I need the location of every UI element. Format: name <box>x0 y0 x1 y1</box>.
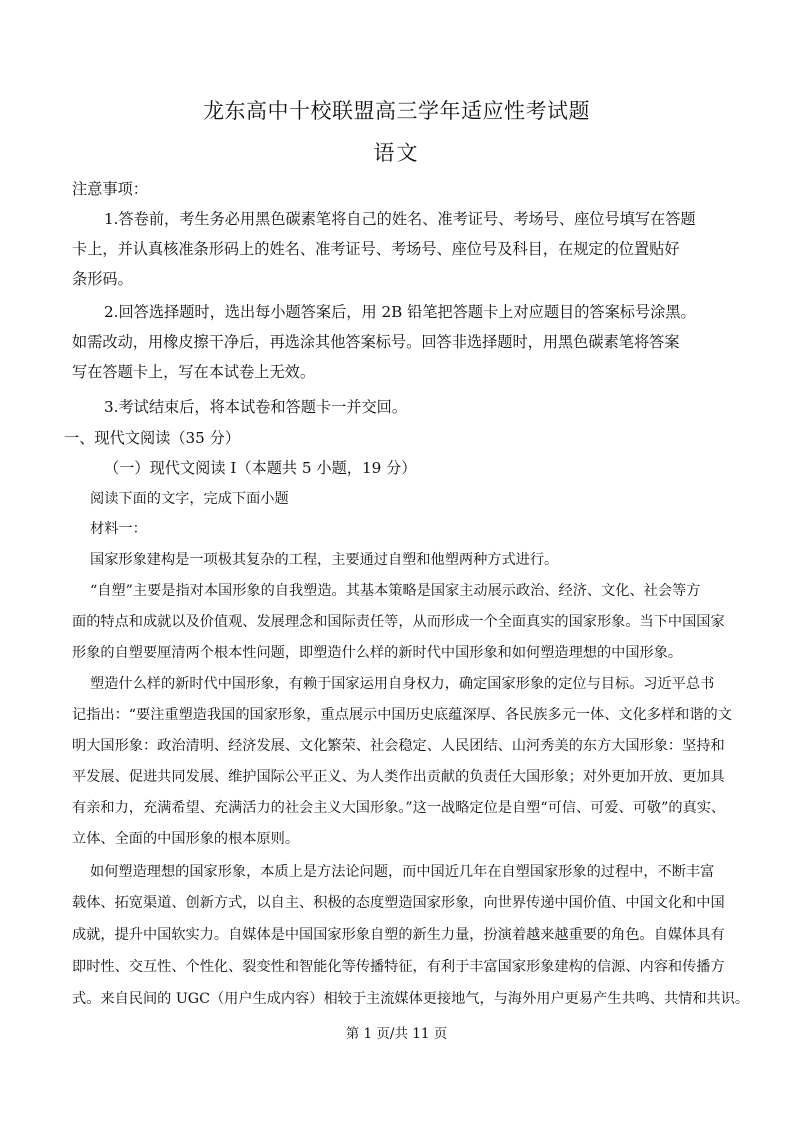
body-line: 有亲和力，充满希望、充满活力的社会主义大国形象。”这一战略定位是自塑“可信、可爱、可敬”的真实、 <box>72 800 726 816</box>
body-line: 塑造什么样的新时代中国形象，有赖于国家运用自身权力，确定国家形象的定位与目标。习近平总书 <box>90 676 715 692</box>
body-line: 即时性、交互性、个性化、裂变性和智能化等传播特征，有利于丰富国家形象建构的信源、内容和传播方 <box>72 959 725 975</box>
body-line: 国家形象建构是一项极其复杂的工程，主要通过自塑和他塑两种方式进行。 <box>90 552 559 568</box>
body-line: 式。来自民间的 UGC（用户生成内容）相较于主流媒体更接地气，与海外用户更易产生共鸣、共情和共识。 <box>72 991 750 1007</box>
notice-line: 2.回答选择题时，选出每小题答案后，用 2B 铅笔把答题卡上对应题目的答案标号涂黑。 <box>104 303 696 321</box>
page-number: 第 1 页/共 11 页 <box>345 1026 448 1042</box>
body-line: 明大国形象：政治清明、经济发展、文化繁荣、社会稳定、人民团结、山河秀美的东方大国形象：坚持和 <box>72 738 725 754</box>
notice-line: 1.答卷前，考生务必用黑色碳素笔将自己的姓名、准考证号、考场号、座位号填写在答题 <box>104 210 696 228</box>
body-line: 形象的自塑要厘清两个根本性问题，即塑造什么样的新时代中国形象和如何塑造理想的中国形象。 <box>72 645 683 661</box>
body-line: 记指出：“要注重塑造我国的国家形象，重点展示中国历史底蕴深厚、各民族多元一体、文化多样和谐的文 <box>72 707 732 723</box>
section-subheading: （一）现代文阅读 I（本题共 5 小题，19 分） <box>104 459 417 477</box>
body-line: “自塑”主要是指对本国形象的自我塑造。其基本策略是国家主动展示政治、经济、文化、社会等方 <box>90 583 701 599</box>
body-line: 平发展、促进共同发展、维护国际公平正义、为人类作出贡献的负责任大国形象；对外更加开放、更加具 <box>72 769 725 785</box>
body-line: 载体、拓宽渠道、创新方式，以自主、积极的态度塑造国家形象，向世界传递中国价值、中国文化和中国 <box>72 895 725 911</box>
subject-title: 语文 <box>373 141 420 165</box>
reading-instruction: 阅读下面的文字，完成下面小题 <box>90 491 289 507</box>
exam-title: 龙东高中十校联盟高三学年适应性考试题 <box>203 99 590 123</box>
notice-heading: 注意事项： <box>72 180 148 198</box>
body-line: 如何塑造理想的国家形象，本质上是方法论问题，而中国近几年在自塑国家形象的过程中，不断丰富 <box>90 864 715 880</box>
notice-line: 卡上，并认真核准条形码上的姓名、准考证号、考场号、座位号及科目，在规定的位置贴好 <box>72 240 680 258</box>
notice-line: 写在答题卡上，写在本试卷上无效。 <box>72 363 315 381</box>
material-label: 材料一： <box>90 521 147 537</box>
notice-line: 条形码。 <box>72 270 133 288</box>
body-line: 成就，提升中国软实力。自媒体是中国国家形象自塑的新生力量，扮演着越来越重要的角色。自媒体具有 <box>72 927 725 943</box>
section-heading: 一、现代文阅读（35 分） <box>64 429 241 447</box>
body-line: 立体、全面的中国形象的根本原则。 <box>72 831 300 847</box>
body-line: 面的特点和成就以及价值观、发展理念和国际责任等，从而形成一个全面真实的国家形象。当下中国国家 <box>72 614 725 630</box>
notice-line: 如需改动，用橡皮擦干净后，再选涂其他答案标号。回答非选择题时，用黑色碳素笔将答案 <box>72 333 680 351</box>
notice-line: 3.考试结束后，将本试卷和答题卡一并交回。 <box>104 398 408 416</box>
